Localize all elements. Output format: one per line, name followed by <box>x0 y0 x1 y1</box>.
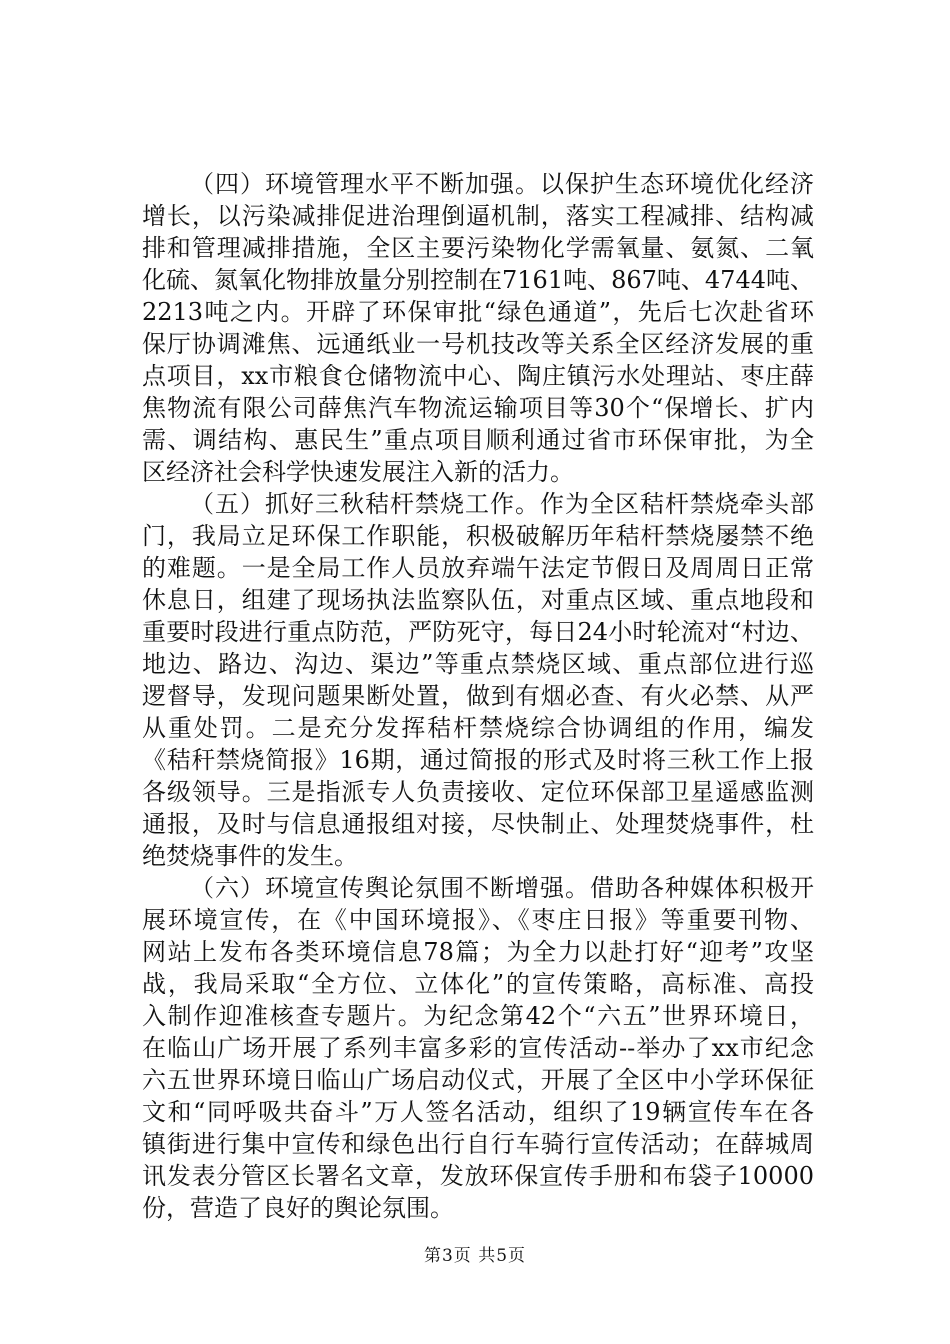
text-line: 保厅协调滩焦、远通纸业一号机技改等关系全区经济发展的重 <box>142 330 814 358</box>
text-line: 讯发表分管区长署名文章，发放环保宣传手册和布袋子10000 <box>142 1162 814 1190</box>
text-line: 绝焚烧事件的发生。 <box>142 842 358 870</box>
text-line: 门，我局立足环保工作职能，积极破解历年秸杆禁烧屡禁不绝 <box>142 522 814 550</box>
text-line: 重要时段进行重点防范，严防死守，每日24小时轮流对“村边、 <box>142 618 814 646</box>
text-line: 展环境宣传，在《中国环境报》、《枣庄日报》等重要刊物、 <box>142 906 814 934</box>
paragraph-section-four <box>142 168 814 488</box>
text-line: 增长，以污染减排促进治理倒逼机制，落实工程减排、结构减 <box>142 202 814 230</box>
text-line: 《秸秆禁烧简报》16期，通过简报的形式及时将三秋工作上报 <box>142 746 814 774</box>
document-body <box>142 168 814 1224</box>
text-line: 的难题。一是全局工作人员放弃端午法定节假日及周周日正常 <box>142 554 814 582</box>
text-line: 点项目，xx市粮食仓储物流中心、陶庄镇污水处理站、枣庄薛 <box>142 362 814 390</box>
text-line: 排和管理减排措施，全区主要污染物化学需氧量、氨氮、二氧 <box>142 234 814 262</box>
text-line: 通报，及时与信息通报组对接，尽快制止、处理焚烧事件，杜 <box>142 810 814 838</box>
text-line: 入制作迎准核查专题片。为纪念第42个“六五”世界环境日， <box>142 1002 814 1030</box>
text-line: 各级领导。三是指派专人负责接收、定位环保部卫星遥感监测 <box>142 778 814 806</box>
text-line: 网站上发布各类环境信息78篇；为全力以赴打好“迎考”攻坚 <box>142 938 814 966</box>
text-line: （六）环境宣传舆论氛围不断增强。借助各种媒体积极开 <box>190 874 814 902</box>
text-line: 区经济社会科学快速发展注入新的活力。 <box>142 458 574 486</box>
text-line: 从重处罚。二是充分发挥秸杆禁烧综合协调组的作用，编发 <box>142 714 814 742</box>
text-line: 战，我局采取“全方位、立体化”的宣传策略，高标准、高投 <box>142 970 814 998</box>
text-line: 焦物流有限公司薛焦汽车物流运输项目等30个“保增长、扩内 <box>142 394 814 422</box>
text-line: 文和“同呼吸共奋斗”万人签名活动，组织了19辆宣传车在各 <box>142 1098 814 1126</box>
text-line: 镇街进行集中宣传和绿色出行自行车骑行宣传活动；在薛城周 <box>142 1130 814 1158</box>
text-line: 六五世界环境日临山广场启动仪式，开展了全区中小学环保征 <box>142 1066 814 1094</box>
text-line: （四）环境管理水平不断加强。以保护生态环境优化经济 <box>190 170 814 198</box>
text-line: 休息日，组建了现场执法监察队伍，对重点区域、重点地段和 <box>142 586 814 614</box>
text-line: 化硫、氮氧化物排放量分别控制在7161吨、867吨、4744吨、 <box>142 266 814 294</box>
paragraph-section-five <box>142 488 814 872</box>
text-line: 地边、路边、沟边、渠边”等重点禁烧区域、重点部位进行巡 <box>142 650 814 678</box>
page-footer: 第3页 共5页 <box>423 1246 527 1266</box>
paragraph-section-six <box>142 872 814 1224</box>
text-line: 逻督导，发现问题果断处置，做到有烟必查、有火必禁、从严 <box>142 682 814 710</box>
text-line: 2213吨之内。开辟了环保审批“绿色通道”，先后七次赴省环 <box>142 298 814 326</box>
text-line: 份，营造了良好的舆论氛围。 <box>142 1194 454 1222</box>
text-line: （五）抓好三秋秸杆禁烧工作。作为全区秸杆禁烧牵头部 <box>190 490 814 518</box>
text-line: 需、调结构、惠民生”重点项目顺利通过省市环保审批，为全 <box>142 426 814 454</box>
text-line: 在临山广场开展了系列丰富多彩的宣传活动--举办了xx市纪念 <box>142 1034 814 1062</box>
